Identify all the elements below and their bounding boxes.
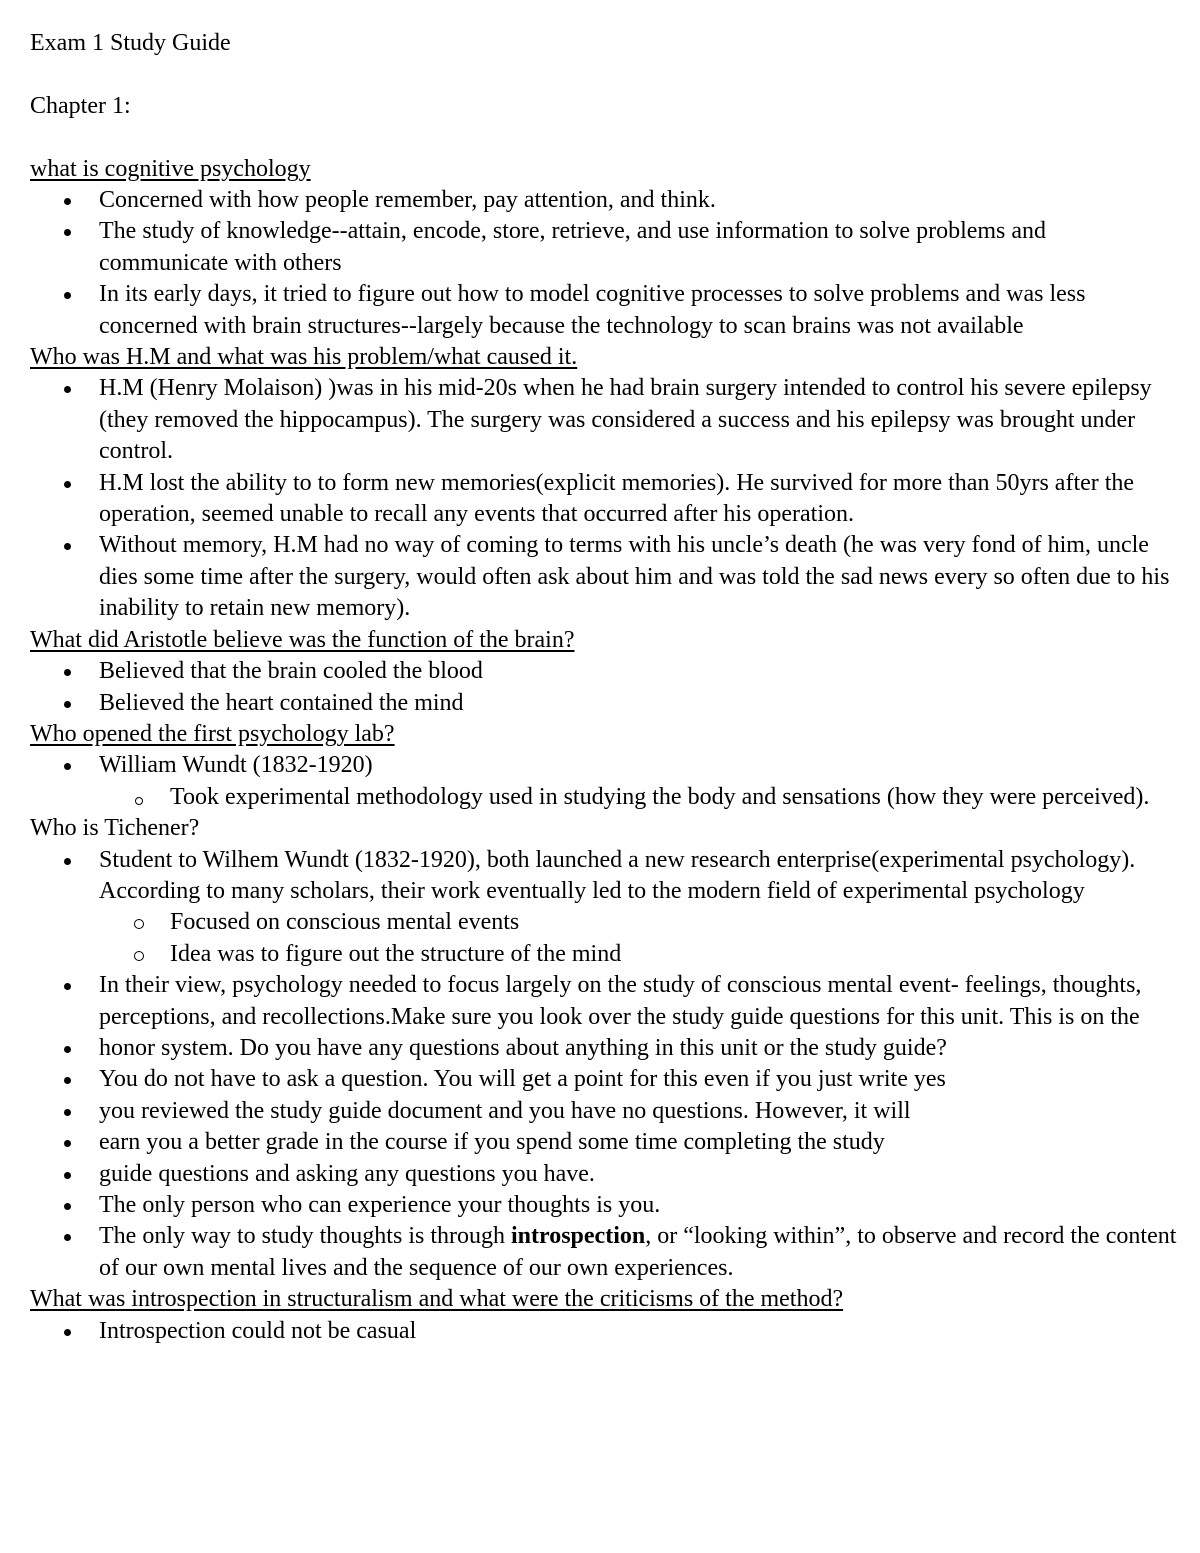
list-item: Believed the heart contained the mind [99,689,464,716]
list-item: Without memory, H.M had no way of coming to terms with his uncle’s death (he was very fond of him, uncle dies some time after the surgery, would often ask about him and was told the sad news every so often due to his inability to retain new memory). [99,532,1170,622]
bullet-list-hm [30,373,1180,624]
list-item: Believed that the brain cooled the blood [99,658,483,685]
list-item: The study of knowledge--attain, encode, store, retrieve, and use information to solve problems and communicate with others [99,218,1047,276]
chapter-heading: Chapter 1: [30,92,131,119]
bullet-list-cognitive-psychology [30,185,1180,342]
list-item: William Wundt (1832-1920) [99,752,373,779]
introspection-term: introspection [510,1223,646,1250]
section-heading-tichener: Who is Tichener? [30,815,200,842]
list-item: Student to Wilhem Wundt (1832-1920), both launched a new research enterprise(experimental psychology). According to many scholars, their work eventually led to the modern field of experimental psychology [99,846,1136,904]
list-item: H.M (Henry Molaison) )was in his mid-20s when he had brain surgery intended to control his severe epilepsy (they removed the hippocampus). The surgery was considered a success and his epilepsy was brought under control. [99,375,1152,465]
list-item: The only way to study thoughts is through introspection, or “looking within”, to observe and record the content of our own mental lives and the sequence of our own experiences. [99,1223,1177,1281]
list-item: Concerned with how people remember, pay attention, and think. [99,187,716,213]
list-item: H.M lost the ability to to form new memories(explicit memories). He survived for more than 50yrs after the operation, seemed unable to recall any events that occurred after his operation. [99,469,1135,528]
section-heading-aristotle: What did Aristotle believe was the function of the brain? [30,626,575,653]
bullet-list-aristotle [30,656,1180,719]
list-item: earn you a better grade in the course if you spend some time completing the study [99,1129,885,1156]
bullet-list-tichener [30,845,1180,1285]
list-item: You do not have to ask a question. You will get a point for this even if you just write yes [99,1066,946,1093]
section-heading-introspection: What was introspection in structuralism and what were the criticisms of the method? [30,1286,844,1313]
bullet-list-first-lab [30,750,1180,813]
list-item: you reviewed the study guide document and you have no questions. However, it will [99,1097,911,1124]
bullet-list-introspection [30,1316,1180,1347]
list-item: The only person who can experience your thoughts is you. [99,1192,661,1218]
list-item: In its early days, it tried to figure out how to model cognitive processes to solve problems and was less concerned with brain structures--largely because the technology to scan brains was not available [99,281,1086,339]
list-item: honor system. Do you have any questions about anything in this unit or the study guide? [99,1034,947,1061]
section-heading-hm: Who was H.M and what was his problem/what caused it. [30,344,578,371]
list-item: Introspection could not be casual [99,1317,417,1344]
list-item: Idea was to figure out the structure of the mind [170,940,622,967]
list-item: guide questions and asking any questions you have. [99,1160,595,1187]
list-item: In their view, psychology needed to focus largely on the study of conscious mental event- feelings, thoughts, perceptions, and recollections.Make sure you look over the study guide questions for this unit. This is on the [99,972,1142,1030]
document-title: Exam 1 Study Guide [30,30,231,56]
list-item: Focused on conscious mental events [170,909,520,936]
document-page [30,28,1180,1347]
section-heading-first-lab: Who opened the first psychology lab? [30,720,395,747]
list-item: Took experimental methodology used in studying the body and sensations (how they were perceived). [170,783,1150,810]
section-heading-cognitive-psychology: what is cognitive psychology [30,155,311,182]
